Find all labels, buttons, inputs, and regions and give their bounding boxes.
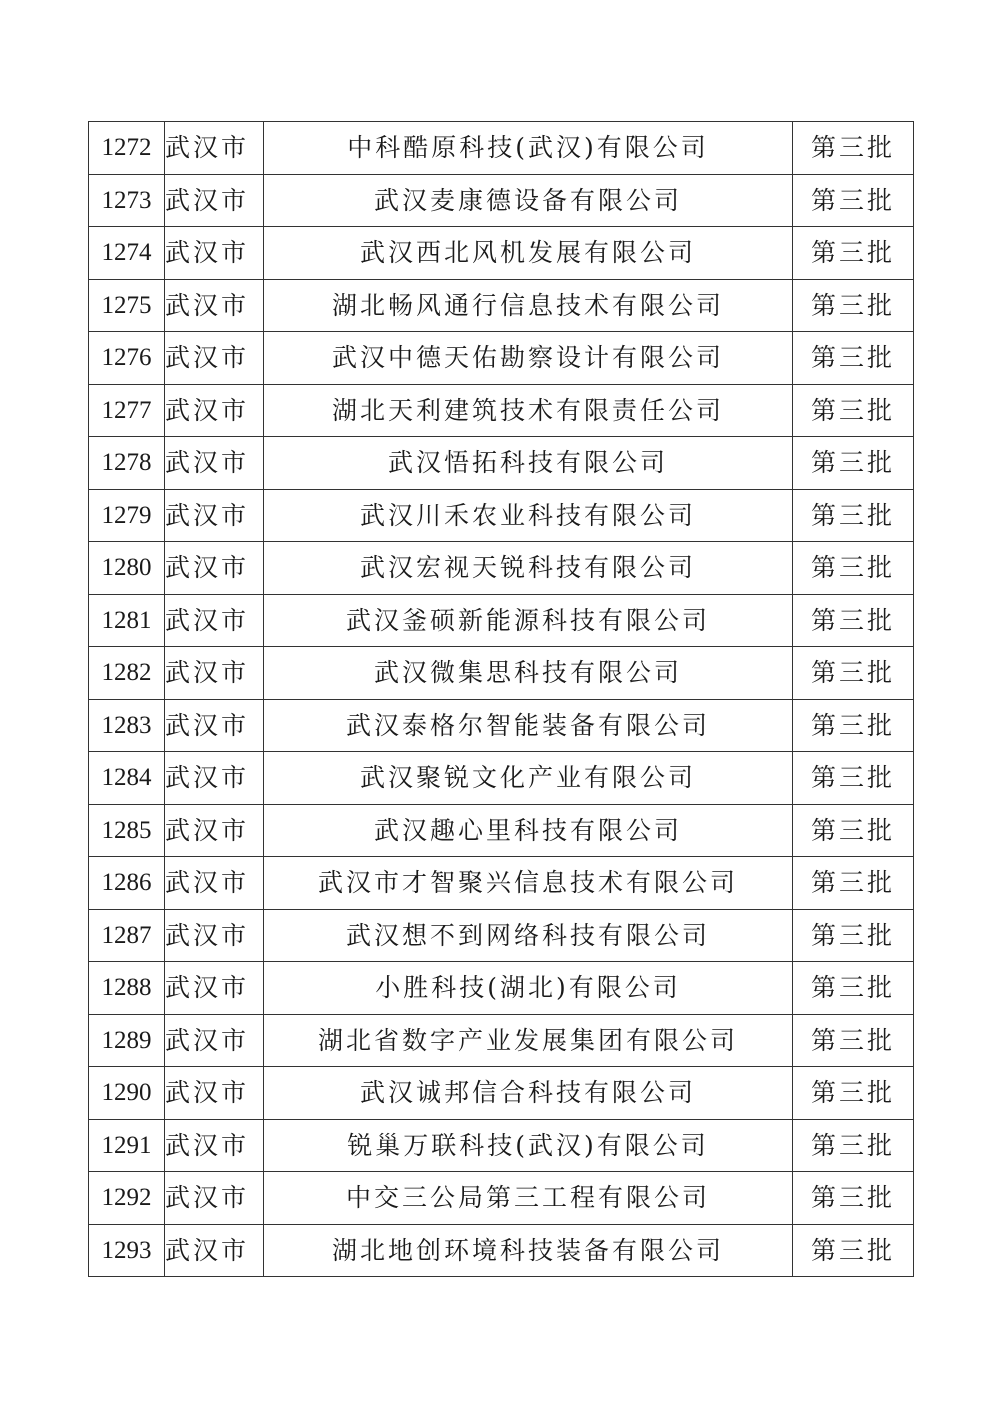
city-cell: 武汉市	[165, 857, 264, 910]
row-number-cell: 1275	[89, 279, 165, 332]
company-name-cell: 小胜科技(湖北)有限公司	[264, 962, 793, 1015]
row-number-cell: 1274	[89, 227, 165, 280]
table-row	[89, 1224, 914, 1277]
city-cell: 武汉市	[165, 174, 264, 227]
city-cell: 武汉市	[165, 1119, 264, 1172]
row-number-cell: 1277	[89, 384, 165, 437]
city-cell: 武汉市	[165, 489, 264, 542]
batch-cell: 第三批	[793, 332, 914, 385]
table-row	[89, 909, 914, 962]
city-cell: 武汉市	[165, 384, 264, 437]
city-cell: 武汉市	[165, 542, 264, 595]
batch-cell: 第三批	[793, 857, 914, 910]
row-number-cell: 1290	[89, 1067, 165, 1120]
batch-cell: 第三批	[793, 1172, 914, 1225]
row-number-cell: 1279	[89, 489, 165, 542]
batch-cell: 第三批	[793, 384, 914, 437]
table-row	[89, 962, 914, 1015]
city-cell: 武汉市	[165, 1067, 264, 1120]
row-number-cell: 1289	[89, 1014, 165, 1067]
table-row	[89, 489, 914, 542]
city-cell: 武汉市	[165, 752, 264, 805]
row-number-cell: 1280	[89, 542, 165, 595]
city-cell: 武汉市	[165, 279, 264, 332]
table-row	[89, 227, 914, 280]
company-name-cell: 中交三公局第三工程有限公司	[264, 1172, 793, 1225]
batch-cell: 第三批	[793, 647, 914, 700]
batch-cell: 第三批	[793, 962, 914, 1015]
city-cell: 武汉市	[165, 332, 264, 385]
company-name-cell: 武汉微集思科技有限公司	[264, 647, 793, 700]
table-row	[89, 279, 914, 332]
company-name-cell: 湖北省数字产业发展集团有限公司	[264, 1014, 793, 1067]
city-cell: 武汉市	[165, 1172, 264, 1225]
table-row	[89, 174, 914, 227]
batch-cell: 第三批	[793, 752, 914, 805]
row-number-cell: 1284	[89, 752, 165, 805]
company-name-cell: 武汉川禾农业科技有限公司	[264, 489, 793, 542]
city-cell: 武汉市	[165, 647, 264, 700]
company-name-cell: 武汉釜硕新能源科技有限公司	[264, 594, 793, 647]
row-number-cell: 1287	[89, 909, 165, 962]
city-cell: 武汉市	[165, 437, 264, 490]
batch-cell: 第三批	[793, 1119, 914, 1172]
table-row	[89, 122, 914, 175]
company-name-cell: 湖北地创环境科技装备有限公司	[264, 1224, 793, 1277]
batch-cell: 第三批	[793, 227, 914, 280]
batch-cell: 第三批	[793, 699, 914, 752]
city-cell: 武汉市	[165, 962, 264, 1015]
row-number-cell: 1288	[89, 962, 165, 1015]
city-cell: 武汉市	[165, 699, 264, 752]
company-name-cell: 武汉市才智聚兴信息技术有限公司	[264, 857, 793, 910]
city-cell: 武汉市	[165, 594, 264, 647]
row-number-cell: 1281	[89, 594, 165, 647]
company-name-cell: 湖北畅风通行信息技术有限公司	[264, 279, 793, 332]
table-row	[89, 384, 914, 437]
batch-cell: 第三批	[793, 1067, 914, 1120]
company-name-cell: 武汉想不到网络科技有限公司	[264, 909, 793, 962]
row-number-cell: 1282	[89, 647, 165, 700]
table-body	[89, 122, 914, 1277]
city-cell: 武汉市	[165, 122, 264, 175]
row-number-cell: 1286	[89, 857, 165, 910]
company-name-cell: 武汉中德天佑勘察设计有限公司	[264, 332, 793, 385]
row-number-cell: 1285	[89, 804, 165, 857]
table-row	[89, 542, 914, 595]
table-row	[89, 1172, 914, 1225]
company-name-cell: 武汉宏视天锐科技有限公司	[264, 542, 793, 595]
company-name-cell: 武汉聚锐文化产业有限公司	[264, 752, 793, 805]
batch-cell: 第三批	[793, 804, 914, 857]
batch-cell: 第三批	[793, 1014, 914, 1067]
row-number-cell: 1273	[89, 174, 165, 227]
batch-cell: 第三批	[793, 489, 914, 542]
enterprise-list-table	[88, 121, 914, 1277]
batch-cell: 第三批	[793, 594, 914, 647]
company-name-cell: 武汉泰格尔智能装备有限公司	[264, 699, 793, 752]
company-name-cell: 锐巢万联科技(武汉)有限公司	[264, 1119, 793, 1172]
batch-cell: 第三批	[793, 174, 914, 227]
company-name-cell: 中科酷原科技(武汉)有限公司	[264, 122, 793, 175]
table-row	[89, 1119, 914, 1172]
company-name-cell: 武汉西北风机发展有限公司	[264, 227, 793, 280]
batch-cell: 第三批	[793, 909, 914, 962]
batch-cell: 第三批	[793, 542, 914, 595]
table-row	[89, 1014, 914, 1067]
company-name-cell: 武汉诚邦信合科技有限公司	[264, 1067, 793, 1120]
table-row	[89, 594, 914, 647]
row-number-cell: 1283	[89, 699, 165, 752]
table-row	[89, 437, 914, 490]
table-row	[89, 332, 914, 385]
table-row	[89, 1067, 914, 1120]
row-number-cell: 1272	[89, 122, 165, 175]
row-number-cell: 1276	[89, 332, 165, 385]
company-name-cell: 武汉悟拓科技有限公司	[264, 437, 793, 490]
batch-cell: 第三批	[793, 122, 914, 175]
city-cell: 武汉市	[165, 1224, 264, 1277]
row-number-cell: 1291	[89, 1119, 165, 1172]
row-number-cell: 1293	[89, 1224, 165, 1277]
batch-cell: 第三批	[793, 279, 914, 332]
table-row	[89, 699, 914, 752]
table-row	[89, 647, 914, 700]
table-row	[89, 804, 914, 857]
batch-cell: 第三批	[793, 437, 914, 490]
company-name-cell: 武汉麦康德设备有限公司	[264, 174, 793, 227]
city-cell: 武汉市	[165, 804, 264, 857]
batch-cell: 第三批	[793, 1224, 914, 1277]
row-number-cell: 1292	[89, 1172, 165, 1225]
city-cell: 武汉市	[165, 909, 264, 962]
table-row	[89, 752, 914, 805]
city-cell: 武汉市	[165, 227, 264, 280]
table-row	[89, 857, 914, 910]
company-name-cell: 湖北天利建筑技术有限责任公司	[264, 384, 793, 437]
city-cell: 武汉市	[165, 1014, 264, 1067]
row-number-cell: 1278	[89, 437, 165, 490]
company-name-cell: 武汉趣心里科技有限公司	[264, 804, 793, 857]
